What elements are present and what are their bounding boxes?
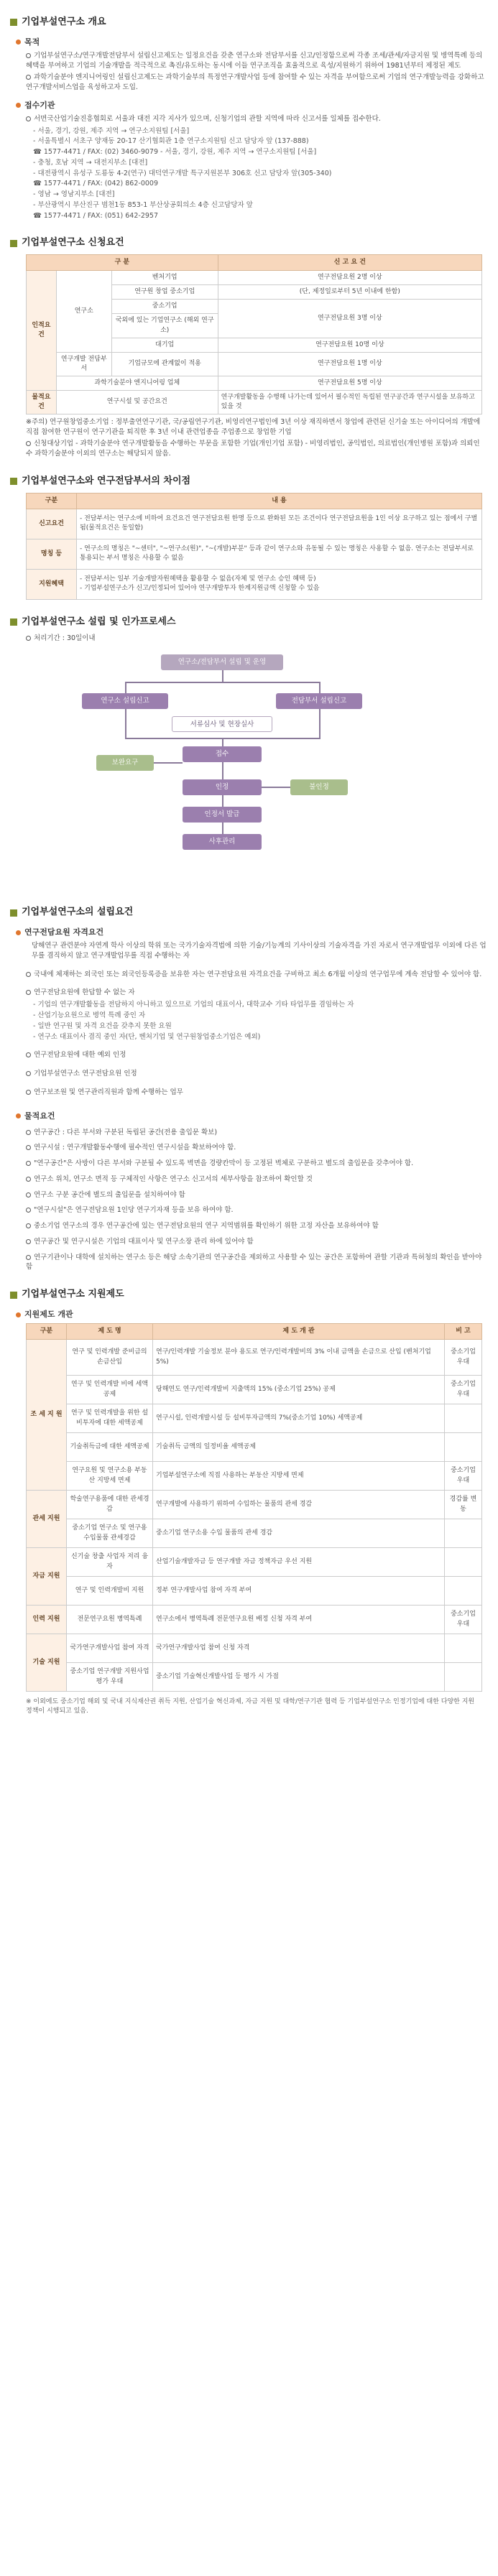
table-cell [445, 1577, 482, 1606]
ring-bullet-icon [26, 1208, 31, 1213]
table-cell: 연구소 [56, 271, 111, 352]
table-cell: 인력 지원 [27, 1606, 67, 1634]
table-cell: 연구 및 인력개발비 지원 [67, 1577, 153, 1606]
table-cell: 중소기업 우대 [445, 1606, 482, 1634]
section-title-process: 기업부설연구소 설립 및 인가프로세스 [10, 616, 488, 629]
section-title-difference: 기업부설연구소와 연구전담부서의 차이점 [10, 475, 488, 488]
heading-dot-icon [16, 1312, 21, 1317]
purpose-item: 과학기술분야 엔지니어링인 설립신고제도는 과학기술부의 특정연구개발사업 등에 참여할 수 있는 자격을 부여함으로써 기업의 연구개발능력을 강화하고 연구개발서비스업을 육성하고자 도입. [26, 73, 484, 92]
reception-line: - 영남 → 영남지부소 [대전] [33, 190, 115, 199]
table-cell: - 전담부서는 연구소에 비하여 요건요건 연구전담요원 한명 등으로 완화된 모든 조건이다 연구전담요원을 1인 이상 요구하고 있는 점에서 구별됨(물적요건은 동일함) [77, 509, 482, 539]
establishment-item: 연구전담요원에 대한 예외 인정 [26, 1050, 488, 1060]
establishment-sub-item: - 일반 연구원 및 자격 요건을 갖추지 못한 요원 [33, 1021, 172, 1030]
table-cell: 인적요건 [27, 271, 57, 390]
ring-bullet-icon [26, 75, 31, 80]
table-cell: 중소기업 우대 [445, 1462, 482, 1491]
section-title-support: 기업부설연구소 지원제도 [10, 1288, 488, 1302]
table-header: 신 고 요 건 [218, 255, 481, 271]
table-cell: 연구전담요원 2명 이상 [218, 271, 481, 285]
table-header: 제 도 명 [67, 1323, 153, 1339]
purpose-heading: 목적 [16, 37, 488, 48]
ring-bullet-icon [26, 116, 31, 121]
section-square-icon [10, 618, 17, 626]
support-table [26, 1323, 482, 1692]
flow-node-dept-setup: 전담부서 설립신고 [276, 693, 362, 709]
table-cell: 연구시설, 인력개발시설 등 설비투자금액의 7%(중소기업 10%) 세액공제 [153, 1404, 445, 1433]
table-cell: 당해연도 연구/인력개발비 지출액의 15% (중소기업 25%) 공제 [153, 1376, 445, 1404]
flow-arrow [222, 795, 223, 807]
flow-node-review: 서류심사 및 현장실사 [172, 716, 272, 732]
table-cell: 연구개발 전담부서 [56, 352, 111, 376]
support-sub-heading: 지원제도 개관 [16, 1309, 488, 1320]
table-header: 비 고 [445, 1323, 482, 1339]
table-cell: 경감률 변동 [445, 1491, 482, 1519]
heading-dot-icon [16, 930, 21, 935]
table-cell: 연구원 창업 중소기업 [111, 285, 218, 300]
section-square-icon [10, 909, 17, 917]
material-item: 연구소 위치, 연구소 면적 등 구체적인 사항은 연구소 신고서의 세부사항을 참조하여 확인할 것 [26, 1175, 488, 1185]
table-cell: 연구개발에 사용하기 위하여 수입하는 물품의 관세 경감 [153, 1491, 445, 1519]
flow-arrow [222, 823, 223, 834]
section-title-requirements: 기업부설연구소 신청요건 [10, 236, 488, 250]
table-cell: 연구개발활동을 수행해 나가는데 있어서 필수적인 독립된 연구공간과 연구시설을 보유하고 있을 것 [218, 390, 481, 414]
table-cell [445, 1519, 482, 1548]
ring-bullet-icon [26, 990, 31, 995]
ring-bullet-icon [26, 53, 31, 58]
ring-bullet-icon [26, 1255, 31, 1260]
process-lead: 처리기간 : 30일이내 [26, 634, 488, 644]
ring-bullet-icon [26, 972, 31, 977]
table-cell: 신기술 창출 사업자 저리 융자 [67, 1548, 153, 1577]
material-item: 연구공간 : 다른 부서와 구분된 독립된 공간(전용 출입문 확보) [26, 1128, 488, 1138]
reception-heading: 접수기관 [16, 100, 488, 111]
table-cell [445, 1548, 482, 1577]
reception-line: - 충청, 호남 지역 → 대전지부소 [대전] [33, 158, 148, 167]
table-cell: 연구 및 인력개발을 위한 설비투자에 대한 세액공제 [67, 1404, 153, 1433]
table-cell: 중소기업 우대 [445, 1376, 482, 1404]
section-title-establishment: 기업부설연구소의 설립요건 [10, 906, 488, 919]
table-cell [445, 1433, 482, 1462]
table-cell: 기업규모에 관계없이 적용 [111, 352, 218, 376]
reception-line: - 서울특별시 서초구 양재동 20-17 산기협회관 1층 연구소지원팀 신고 담당자 앞 (137-888) [33, 137, 309, 146]
establishment-item: 연구전담요원에 한답할 수 없는 자 [26, 988, 488, 998]
ring-bullet-icon [26, 1130, 31, 1135]
material-item: "연구공간"은 사방이 다른 부서와 구분될 수 있도록 벽면을 경량칸막이 등 고정된 벽체로 구분하고 별도의 출입문을 갖추어야 함. [26, 1159, 488, 1169]
table-cell [445, 1404, 482, 1433]
ring-bullet-icon [26, 1090, 31, 1095]
table-cell: 중소기업 우대 [445, 1340, 482, 1376]
flow-arrow [125, 709, 126, 738]
requirements-note: ※주의) 연구원창업중소기업 : 정부출연연구기관, 국/공립연구기관, 비영리연구법인에 3년 이상 재직하면서 창업에 관련된 신기술 또는 아이디어의 개발에 직접 참여한 연구원이 연구기관을 퇴직한 후 3년 이내 관련업종을 주업종으로 창업한 기업 [26, 417, 481, 436]
table-cell: 연구전담요원 1명 이상 [218, 352, 481, 376]
table-cell: 국가연구개발사업 참여 자격 [67, 1634, 153, 1663]
support-footnote: ※ 이외에도 중소기업 해외 및 국내 지식재산권 취득 지원, 산업기술 혁신과제, 자금 지원 및 대학/연구기관 협력 등 기업부설연구소 인정기업에 대한 다양한 지원 정책이 시행되고 있음. [26, 1698, 475, 1715]
table-cell: 물적요건 [27, 390, 57, 414]
personnel-heading: 연구전담요원 자격요건 [16, 927, 488, 938]
ring-bullet-icon [26, 1052, 31, 1057]
flow-node-post: 사후관리 [183, 834, 262, 850]
personnel-lead: 당해연구 관련분야 자연계 학사 이상의 학위 또는 국가기술자격법에 의한 기술/기능계의 기사이상의 기술자격을 가진 자로서 연구개발업무 이외에 다른 업무를 겸직하지 않고 연구개발업무를 직접 수행하는 자 [32, 942, 487, 960]
table-cell: 중소기업 연구소용 수입 물품의 관세 경감 [153, 1519, 445, 1548]
material-item: 연구시설 : 연구개발활동수행에 필수적인 연구시설을 확보하여야 함. [26, 1143, 488, 1153]
table-cell: 조 세 지 원 [27, 1340, 67, 1491]
reception-line: - 대전광역시 유성구 도룡동 4-2(연구) 대덕연구개발 특구지원본부 306호 신고 담당자 앞(305-340) [33, 169, 332, 177]
flow-arrow [222, 670, 223, 682]
material-item: "연구시설"은 연구전담요원 1인당 연구기자재 등을 보유 하여야 함. [26, 1205, 488, 1215]
section-square-icon [10, 478, 17, 485]
flow-node-reject: 불인정 [290, 779, 348, 795]
table-cell: 연구시설 및 공간요건 [56, 390, 218, 414]
requirements-note: 신청대상기업 - 과학기술분야 연구개발활동을 수행하는 부문을 포함한 기업(개인기업 포함) - 비영리법인, 공익법인, 의료법인(개인병원 포함)과 의뢰인 수 과학기술분야 이외의 연구소는 해당되지 않음. [26, 440, 480, 458]
establishment-item: 연구보조원 및 연구관리직원과 함께 수행하는 업무 [26, 1088, 488, 1098]
purpose-item: 기업부설연구소/연구개발전담부서 설립신고제도는 일정요건을 갖춘 연구소와 전담부서를 신고/인정함으로써 각종 조세/관세/자금지원 및 병역특례 등의 혜택을 부여하고 기업의 기술개발을 적극적으로 촉진/유도하는 동시에 이들 연구조직을 효율적으로 육성/지원하기 위하여 1981년부터 제정된 제도 [26, 51, 483, 70]
table-cell: 중소기업 연구소 및 연구용 수입물품 관세경감 [67, 1519, 153, 1548]
flow-arrow [262, 787, 290, 788]
reception-line: ☎ 1577-4471 / FAX: (042) 862-0009 [33, 180, 158, 188]
flow-arrow [222, 738, 223, 746]
flow-node-certificate: 인정서 발급 [183, 807, 262, 823]
table-cell: 정부 연구개발사업 참여 자격 부여 [153, 1577, 445, 1606]
heading-dot-icon [16, 40, 21, 45]
flow-arrow [154, 762, 183, 764]
table-cell: 중소기업 기술혁신개발사업 등 평가 시 가점 [153, 1663, 445, 1692]
flow-node-complement: 보완요구 [96, 755, 154, 771]
section-title-overview: 기업부설연구소 개요 [10, 16, 488, 29]
flow-arrow [319, 682, 321, 693]
flow-node-approve: 인정 [183, 779, 262, 795]
table-cell: 산업기술개발자금 등 연구개발 자금 정책자금 우선 지원 [153, 1548, 445, 1577]
table-cell: 기술취득금에 대한 세액공제 [67, 1433, 153, 1462]
flow-node-lab-setup: 연구소 설립신고 [82, 693, 168, 709]
table-cell [445, 1634, 482, 1663]
flow-arrow [125, 682, 126, 693]
table-cell: 연구소에서 병역특례 전문연구요원 배정 신청 자격 부여 [153, 1606, 445, 1634]
heading-dot-icon [16, 103, 21, 108]
heading-dot-icon [16, 1113, 21, 1118]
table-cell: (단, 제정일로부터 5년 이내에 한함) [218, 285, 481, 300]
table-header: 내 용 [77, 493, 482, 509]
section-square-icon [10, 19, 17, 26]
table-cell: 자금 지원 [27, 1548, 67, 1606]
flow-arrow [125, 682, 321, 683]
table-cell: 연구 및 인력개발 준비금의 손금산입 [67, 1340, 153, 1376]
table-cell: 신고요건 [27, 509, 77, 539]
material-item: 중소기업 연구소의 경우 연구공간에 있는 연구전담요원의 연구 지역범위를 확인하기 위한 고정 자산을 보유하여야 함 [26, 1221, 488, 1231]
table-cell: 기술취득 금액의 일정비율 세액공제 [153, 1433, 445, 1462]
material-item: 연구공간 및 연구시설은 기업의 대표이사 및 연구소장 관리 하에 있어야 함 [26, 1237, 488, 1247]
table-cell: 명칭 등 [27, 539, 77, 569]
ring-bullet-icon [26, 1177, 31, 1182]
section-square-icon [10, 1292, 17, 1299]
reception-line: ☎ 1577-4471 / FAX: (051) 642-2957 [33, 211, 158, 220]
table-cell: 전문연구요원 병역특례 [67, 1606, 153, 1634]
material-item: 연구기관이나 대학에 설치하는 연구소 등은 해당 소속기관의 연구공간을 제외하고 사용할 수 있는 공간은 포함하여 관할 기관과 특허청의 확인을 받아야 함 [26, 1253, 482, 1271]
table-cell: 중소기업 연구개발 지원사업 평가 우대 [67, 1663, 153, 1692]
table-cell: 연구/인력개발 기술정보 분야 용도로 연구/인력개발비의 3% 이내 금액을 손금으로 산입 (벤처기업 5%) [153, 1340, 445, 1376]
table-cell: 관세 지원 [27, 1491, 67, 1548]
reception-line: - 부산광역시 부산진구 범천1동 853-1 부산상공회의소 4층 신고담당자 앞 [33, 200, 253, 209]
material-item: 연구소 구분 공간에 별도의 출입문을 설치하여야 함 [26, 1190, 488, 1200]
table-cell: - 전담부서는 일부 기술개발자원혜택을 활용할 수 없음(자체 및 연구소 승인 혜택 등) - 기업부설연구소가 신고/인정되어 있어야 연구개발투자 한계지원금액 신청할 수 있음 [77, 569, 482, 599]
table-cell: 연구전담요원 3명 이상 [218, 300, 481, 338]
table-cell: 연구요원 및 연구소용 부동산 지방세 면제 [67, 1462, 153, 1491]
ring-bullet-icon [26, 1192, 31, 1197]
table-cell: 기업부설연구소에 직접 사용하는 부동산 지방세 면제 [153, 1462, 445, 1491]
ring-bullet-icon [26, 636, 31, 641]
reception-lead: 서면국산업기술진흥협회로 서울과 대전 지각 지사가 있으며, 신청기업의 관할 지역에 따라 신고서를 일체를 접수한다. [26, 114, 488, 124]
establishment-sub-item: - 기업의 연구개발활동을 전담하지 아니하고 있으므로 기업의 대표이사, 대학교수 기타 타업무를 겸임하는 자 [33, 1001, 354, 1009]
table-header: 구분 [27, 493, 77, 509]
table-header: 제 도 개 관 [153, 1323, 445, 1339]
table-cell: 연구 및 인력개발 비에 세액공제 [67, 1376, 153, 1404]
process-flowchart [53, 647, 459, 863]
ring-bullet-icon [26, 1239, 31, 1244]
table-header: 구분 [27, 1323, 67, 1339]
establishment-sub-item: - 연구소 대표이사 겸직 중인 자(단, 벤처기업 및 연구원창업중소기업은 예외) [33, 1032, 261, 1041]
ring-bullet-icon [26, 1161, 31, 1166]
table-cell: 연구전담요원 5명 이상 [218, 376, 481, 390]
table-cell [445, 1663, 482, 1692]
reception-line: ☎ 1577-4471 / FAX: (02) 3460-9079 - 서울, 경기, 강원, 제주 지역 → 연구소지원팀 [서울] [33, 148, 317, 157]
table-cell: 벤처기업 [111, 271, 218, 285]
table-cell: 학술연구용품에 대한 관세경감 [67, 1491, 153, 1519]
table-cell: 국가연구개발사업 참여 신청 자격 [153, 1634, 445, 1663]
table-cell: 연구전담요원 10명 이상 [218, 338, 481, 352]
table-cell: 중소기업 [111, 300, 218, 314]
ring-bullet-icon [26, 441, 31, 446]
ring-bullet-icon [26, 1145, 31, 1150]
flow-arrow [222, 762, 223, 779]
table-cell: 과학기술분야 엔지니어링 업체 [56, 376, 218, 390]
requirements-table [26, 254, 482, 414]
difference-table [26, 493, 482, 600]
ring-bullet-icon [26, 1223, 31, 1228]
establishment-sub-item: - 산업기능요원으로 병역 특례 중인 자 [33, 1011, 146, 1020]
establishment-item: 기업부설연구소 연구전담요원 인정 [26, 1069, 488, 1079]
flow-arrow [319, 709, 321, 738]
flow-node-accept: 접수 [183, 746, 262, 762]
table-cell: - 연구소의 명칭은 "~센터", "~연구소(원)", "~(개발)부분" 등과 같이 연구소와 유동될 수 있는 명칭은 사용할 수 없음. 연구소는 전담부서로 통용되는 부서 명칭은 사용할 수 없음 [77, 539, 482, 569]
ring-bullet-icon [26, 1071, 31, 1076]
table-cell: 국외에 있는 기업연구소 (해외 연구소) [111, 314, 218, 338]
material-heading: 물적요건 [16, 1111, 488, 1122]
table-cell: 대기업 [111, 338, 218, 352]
table-header: 구 분 [27, 255, 218, 271]
section-square-icon [10, 240, 17, 247]
reception-line: - 서울, 경기, 강원, 제주 지역 → 연구소지원팀 [서울] [33, 126, 190, 135]
table-cell: 기술 지원 [27, 1634, 67, 1692]
establishment-item: 국내에 체재하는 외국인 또는 외국인등록증을 보유한 자는 연구전담요원 자격요건을 구비하고 최소 6개월 이상의 연구업무에 계속 전담할 수 있어야 함. [26, 970, 488, 980]
flow-node-start: 연구소/전담부서 설립 및 운영 [161, 654, 283, 670]
table-cell: 지원혜택 [27, 569, 77, 599]
